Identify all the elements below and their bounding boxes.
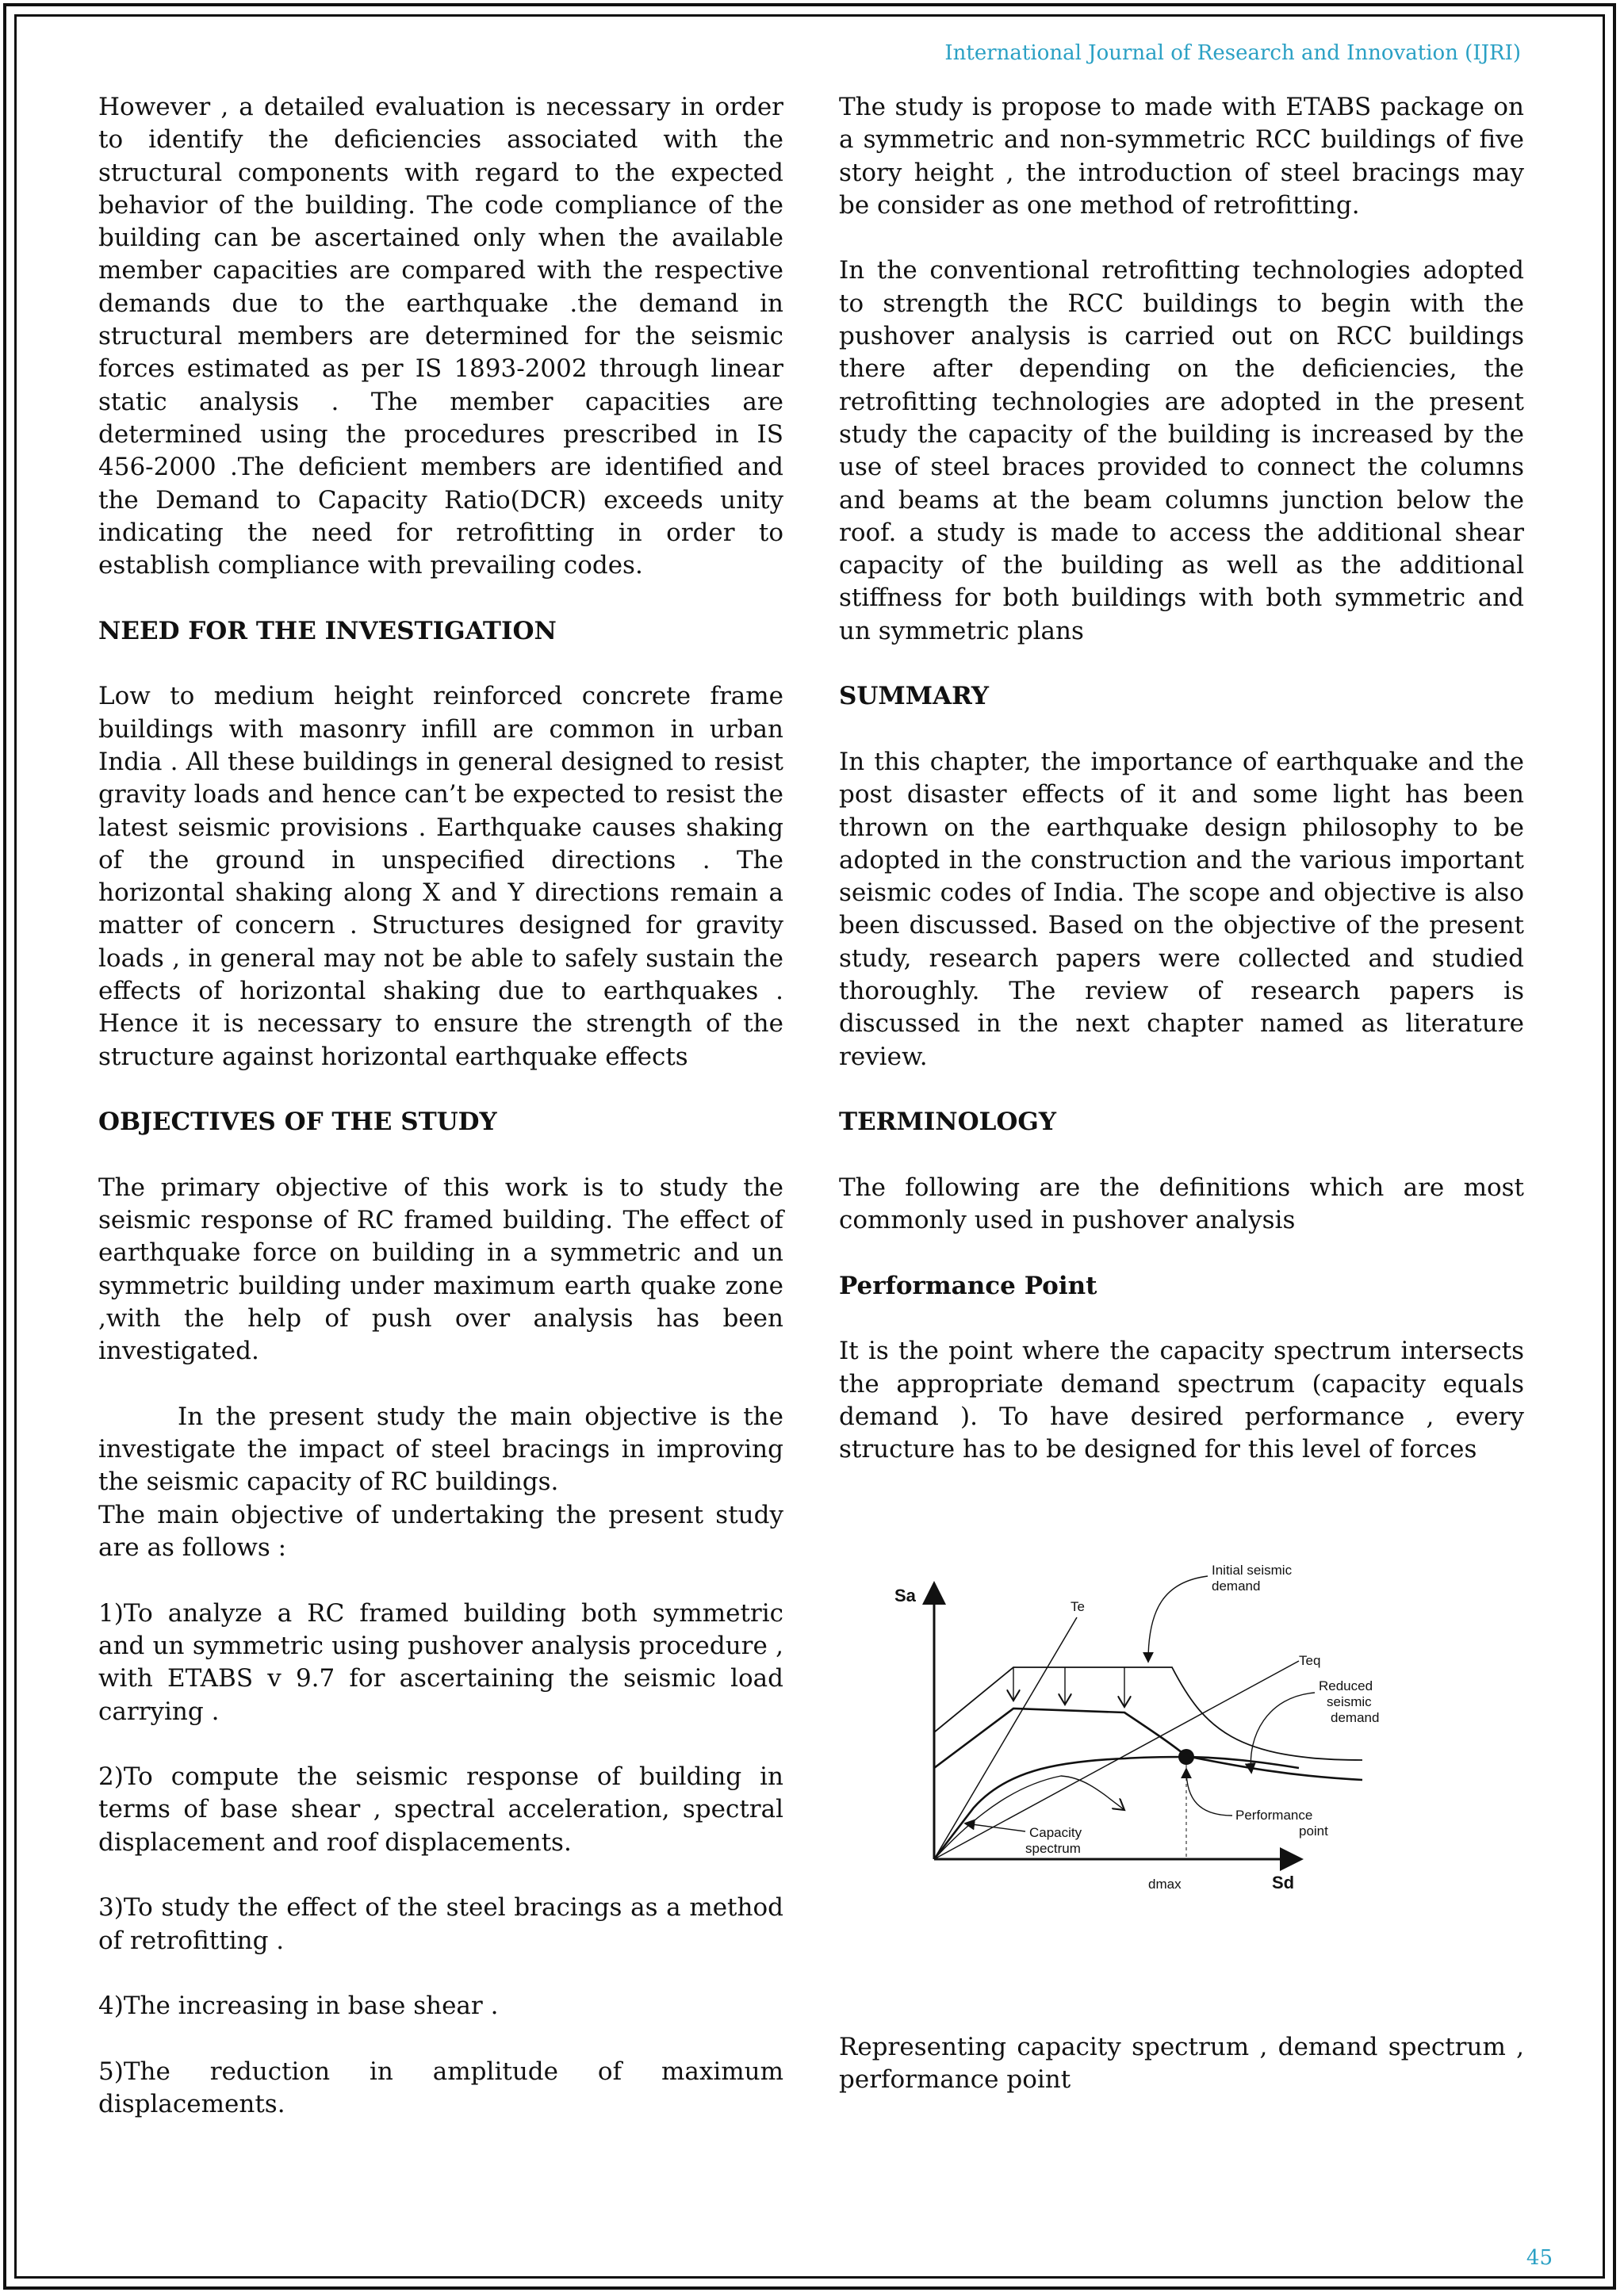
left-paragraph-need: Low to medium height reinforced concrete frame buildings with masonry infill are common in urban India . All these buildings in general designed to resist gravity loads and hence can’t be expected to resist the latest seismic provisions . Earthquake causes shaking of the ground in unspecified directions . The horizontal shaking along X and Y directions remain a matter of concern . Structures designed for gravity loads , in general may not be able to safely sustain the effects of horizontal shaking due to earthquakes . Hence it is necessary to ensure the strength of the structure against horizontal earthquake effects <box>98 682 783 1071</box>
figure-caption: Representing capacity spectrum , demand spectrum , performance point <box>839 2033 1524 2095</box>
reduced-demand-label-3: demand <box>1331 1710 1380 1725</box>
capacity-spectrum-diagram <box>887 1554 1394 1919</box>
initial-demand-curve <box>934 1667 1362 1760</box>
page-number: 45 <box>1526 2246 1553 2270</box>
te-line <box>934 1617 1077 1859</box>
heading-objectives: OBJECTIVES OF THE STUDY <box>98 1108 497 1137</box>
right-paragraph-conventional: In the conventional retrofitting technologies adopted to strength the RCC buildings to begin with the pushover analysis is carried out on RCC buildings there after depending on the deficiencies, the retrofitting technologies are adopted in the present study the capacity of the building is increased by the use of steel braces provided to connect the columns and beams at the beam columns junction below the roof. a study is made to access the additional shear capacity of the building as well as the additional stiffness for both buildings with both symmetric and un symmetric plans <box>839 256 1524 645</box>
left-paragraph-intro: However , a detailed evaluation is necessary in order to identify the deficiencies associated with the structural components with regard to the expected behavior of the building. The code compliance of the building can be ascertained only when the available member capacities are compared with the respective demands due to the earthquake .the demand in structural members are determined for the seismic forces estimated as per IS 1893-2002 through linear static analysis . The member capacities are determined using the procedures prescribed in IS 456-2000 .The deficient members are identified and the Demand to Capacity Ratio(DCR) exceeds unity indicating the need for retrofitting in order to establish compliance with prevailing codes. <box>98 93 783 580</box>
heading-terminology: TERMINOLOGY <box>839 1108 1057 1137</box>
right-paragraph-study: The study is propose to made with ETABS package on a symmetric and non-symmetric RCC buildings of five story height , the introduction of steel bracings may be consider as one method of retrofitting. <box>839 93 1524 220</box>
objective-item-4: 4)The increasing in base shear . <box>98 1992 499 2021</box>
capacity-spectrum-label-1: Capacity <box>1029 1825 1082 1840</box>
journal-header: International Journal of Research and Innovation (IJRI) <box>944 41 1521 65</box>
x-axis-label: Sd <box>1272 1873 1295 1892</box>
initial-demand-label-1: Initial seismic <box>1212 1563 1293 1578</box>
performance-point-label-1: Performance <box>1235 1808 1313 1823</box>
heading-performance-point: Performance Point <box>839 1271 1097 1300</box>
objective-item-5: 5)The reduction in amplitude of maximum displacements. <box>98 2057 783 2119</box>
capacity-spectrum-figure <box>887 1554 1394 1919</box>
initial-demand-pointer <box>1148 1576 1208 1661</box>
objective-item-2: 2)To compute the seismic response of building in terms of base shear , spectral acceleration, spectral displacement and roof displacements. <box>98 1762 783 1857</box>
capacity-spectrum-pointer <box>966 1823 1025 1831</box>
reduced-demand-label-2: seismic <box>1327 1694 1372 1709</box>
left-paragraph-objective-3: The main objective of undertaking the present study are as follows : <box>98 1500 783 1563</box>
reduced-demand-pointer <box>1251 1693 1315 1772</box>
left-paragraph-objective-2: In the present study the main objective is the investigate the impact of steel bracings in improving the seismic capacity of RC buildings. <box>98 1402 783 1497</box>
dmax-label: dmax <box>1148 1877 1182 1892</box>
heading-need-for-investigation: NEED FOR THE INVESTIGATION <box>98 616 557 645</box>
reduced-demand-curve <box>934 1709 1362 1780</box>
right-paragraph-summary: In this chapter, the importance of earthquake and the post disaster effects of it and some light has been thrown on the earthquake design philosophy to be adopted in the construction and the various important seismic codes of India. The scope and objective is also been discussed. Based on the objective of the present study, research papers were collected and studied thoroughly. The review of research papers is discussed in the next chapter named as literature review. <box>839 747 1524 1071</box>
reduced-demand-label-1: Reduced <box>1319 1678 1373 1693</box>
initial-demand-label-2: demand <box>1212 1578 1261 1594</box>
right-paragraph-performance: It is the point where the capacity spectrum intersects the appropriate demand spectrum (capacity equals demand ). To have desired performance , every structure has to be designed for this level of forces <box>839 1337 1524 1464</box>
objective-item-3: 3)To study the effect of the steel bracings as a method of retrofitting . <box>98 1893 783 1955</box>
performance-point-pointer <box>1186 1770 1232 1816</box>
heading-summary: SUMMARY <box>839 682 990 711</box>
te-label: Te <box>1071 1599 1085 1614</box>
capacity-spectrum-label-2: spectrum <box>1025 1841 1081 1856</box>
right-paragraph-terminology: The following are the definitions which are most commonly used in pushover analysis <box>839 1173 1524 1235</box>
objective-item-1: 1)To analyze a RC framed building both symmetric and un symmetric using pushover analysis procedure , with ETABS v 9.7 for ascertaining the seismic load carrying . <box>98 1598 783 1726</box>
teq-label: Teq <box>1299 1653 1321 1668</box>
performance-point-label-2: point <box>1299 1823 1328 1839</box>
left-paragraph-objective-1: The primary objective of this work is to study the seismic response of RC framed building. The effect of earthquake force on building in a symmetric and un symmetric building under maximum earth quake zone ,with the help of push over analysis has been investigated. <box>98 1173 783 1366</box>
performance-point-marker <box>1178 1749 1194 1765</box>
left-column <box>98 91 783 2154</box>
right-column <box>839 91 1524 1499</box>
y-axis-label: Sa <box>894 1586 916 1605</box>
